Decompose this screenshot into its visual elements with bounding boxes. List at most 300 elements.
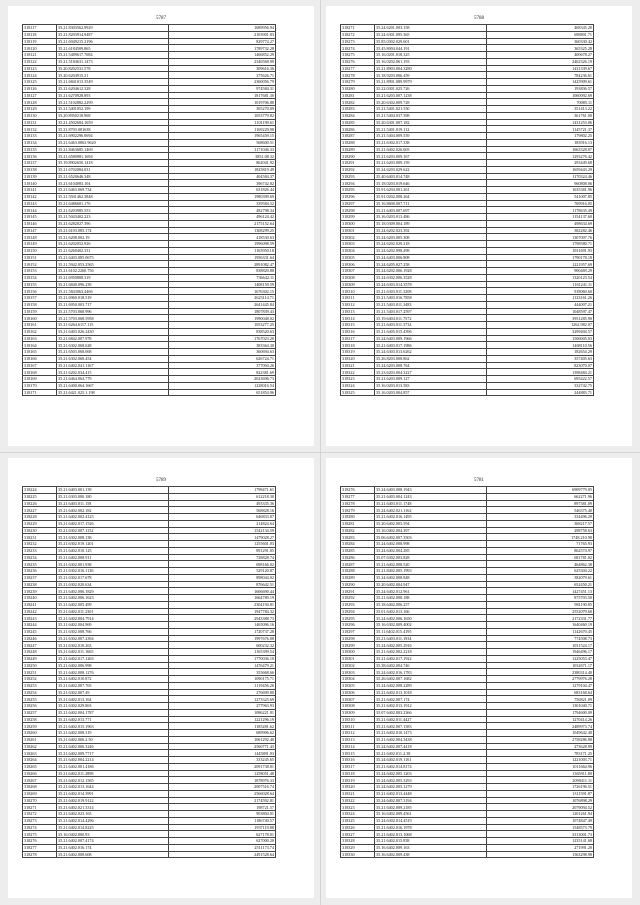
coordinate-cell: 35.21.6402.011.2.38 bbox=[375, 750, 487, 757]
value-cell: 3851.08.32 bbox=[169, 153, 276, 160]
value-cell: 862574.97 bbox=[487, 547, 594, 554]
value-cell: 360694.63 bbox=[169, 349, 276, 356]
value-cell: 2641445.84 bbox=[169, 301, 276, 308]
point-id-cell: 318315 bbox=[341, 750, 375, 757]
value-cell: 1311591.87 bbox=[487, 790, 594, 797]
point-id-cell: 318313 bbox=[341, 308, 375, 315]
table-row bbox=[23, 342, 276, 349]
value-cell: 875703.50 bbox=[487, 595, 594, 602]
coordinate-cell: 35.21.6203.009.167 bbox=[375, 153, 487, 160]
coordinate-cell: 35.21.5941462.3848 bbox=[57, 193, 169, 200]
coordinate-cell: 35.21.6402.013.164 bbox=[57, 696, 169, 703]
point-id-cell: 318145 bbox=[23, 214, 57, 221]
value-cell: 1980399.69 bbox=[169, 193, 276, 200]
value-cell: 293449.68 bbox=[487, 160, 594, 167]
point-id-cell: 318317 bbox=[341, 763, 375, 770]
table-row bbox=[23, 608, 276, 615]
value-cell: 1798580.71 bbox=[487, 241, 594, 248]
coordinate-cell: 35.21.6403.011.158 bbox=[57, 500, 169, 507]
value-cell: 1101199.61 bbox=[169, 119, 276, 126]
point-id-cell: 318273 bbox=[23, 817, 57, 824]
point-id-cell: 318297 bbox=[341, 628, 375, 635]
coordinate-cell: 35.20.8202531.578 bbox=[57, 65, 169, 72]
table-row bbox=[341, 193, 594, 200]
table-row bbox=[23, 106, 276, 113]
table-row bbox=[341, 770, 594, 777]
coordinate-cell: 35.21.6402.012.1565 bbox=[57, 777, 169, 784]
table-row bbox=[23, 682, 276, 689]
coordinate-cell: 35.21.6402.023.165 bbox=[57, 811, 169, 818]
document-page bbox=[8, 6, 314, 446]
table-row bbox=[341, 507, 594, 514]
coordinate-cell: 35.21.6580981.1694 bbox=[57, 153, 169, 160]
point-id-cell: 318121 bbox=[23, 52, 57, 59]
table-row bbox=[341, 689, 594, 696]
value-cell: 1123161.26 bbox=[487, 295, 594, 302]
value-cell: 1476479.21 bbox=[169, 662, 276, 669]
coordinate-cell: 35.19.8902650.1418 bbox=[57, 160, 169, 167]
coordinate-cell: 35.21.6403.004.1243 bbox=[375, 493, 487, 500]
value-cell: 541007.85 bbox=[487, 193, 594, 200]
point-id-cell: 318164 bbox=[23, 342, 57, 349]
document-page bbox=[326, 6, 632, 446]
table-row bbox=[23, 214, 276, 221]
value-cell: 333245.65 bbox=[169, 757, 276, 764]
value-cell: 862041.92 bbox=[169, 160, 276, 167]
table-row bbox=[23, 139, 276, 146]
value-cell: 1074847.49 bbox=[487, 817, 594, 824]
value-cell: 2943388.73 bbox=[169, 615, 276, 622]
table-row bbox=[23, 160, 276, 167]
value-cell: 652450.21 bbox=[487, 581, 594, 588]
value-cell: 625304.22 bbox=[487, 568, 594, 575]
table-row bbox=[341, 99, 594, 106]
coordinate-cell: 35.24.6303.013.6262 bbox=[375, 349, 487, 356]
coordinate-cell: 35.24.6402.021.1162 bbox=[375, 507, 487, 514]
value-cell: 1076898.29 bbox=[487, 797, 594, 804]
value-cell: 784236.61 bbox=[487, 72, 594, 79]
point-id-cell: 318282 bbox=[341, 527, 375, 534]
value-cell: 1506005.03 bbox=[487, 335, 594, 342]
table-row bbox=[23, 322, 276, 329]
table-row bbox=[341, 527, 594, 534]
point-id-cell: 318280 bbox=[341, 514, 375, 521]
value-cell: 1365911.80 bbox=[487, 770, 594, 777]
value-cell: 183916.13 bbox=[487, 139, 594, 146]
coordinate-cell: 35.24.6402.008.848 bbox=[375, 574, 487, 581]
table-row bbox=[341, 574, 594, 581]
value-cell: 1279104.47 bbox=[487, 682, 594, 689]
value-cell: 1794600.09 bbox=[487, 709, 594, 716]
point-id-cell: 318301 bbox=[341, 227, 375, 234]
point-id-cell: 318247 bbox=[23, 642, 57, 649]
point-id-cell: 318242 bbox=[23, 608, 57, 615]
point-id-cell: 318299 bbox=[341, 214, 375, 221]
point-id-cell: 318299 bbox=[341, 642, 375, 649]
coordinate-cell: 35.16.0402.000.93 bbox=[57, 831, 169, 838]
table-row bbox=[341, 112, 594, 119]
value-cell: 1145721.37 bbox=[487, 126, 594, 133]
coordinate-cell: 35.21.6402.041.1167 bbox=[57, 362, 169, 369]
point-id-cell: 318163 bbox=[23, 335, 57, 342]
coordinate-table bbox=[340, 486, 594, 858]
value-cell: 2779976.28 bbox=[487, 676, 594, 683]
value-cell: 277963.93 bbox=[169, 703, 276, 710]
point-id-cell: 318288 bbox=[341, 568, 375, 575]
point-id-cell: 318161 bbox=[23, 322, 57, 329]
coordinate-cell: 35.21.6402.002.182 bbox=[57, 507, 169, 514]
value-cell: 3299404.57 bbox=[487, 328, 594, 335]
point-id-cell: 318294 bbox=[341, 608, 375, 615]
value-cell: 2090411.11 bbox=[487, 777, 594, 784]
table-row bbox=[23, 241, 276, 248]
point-id-cell: 318272 bbox=[341, 31, 375, 38]
coordinate-cell: 35.21.6402.004.2214 bbox=[57, 757, 169, 764]
coordinate-cell: 35.01.6402.013.166 bbox=[375, 608, 487, 615]
point-id-cell: 318326 bbox=[341, 824, 375, 831]
value-cell: 546375.40 bbox=[487, 507, 594, 514]
point-id-cell: 318244 bbox=[23, 622, 57, 629]
coordinate-cell: 35.21.6403.011.1748 bbox=[375, 500, 487, 507]
value-cell: 1185281.62 bbox=[169, 723, 276, 730]
table-row bbox=[23, 308, 276, 315]
coordinate-cell: 35.21.8402.005.1993 bbox=[375, 568, 487, 575]
point-id-cell: 318314 bbox=[341, 743, 375, 750]
point-id-cell: 318137 bbox=[23, 160, 57, 167]
value-cell: 2552079.60 bbox=[487, 608, 594, 615]
point-id-cell: 318166 bbox=[23, 355, 57, 362]
table-row bbox=[23, 568, 276, 575]
point-id-cell: 318241 bbox=[23, 601, 57, 608]
coordinate-cell: 35.21.6403.011.1934 bbox=[375, 635, 487, 642]
point-id-cell: 318122 bbox=[23, 58, 57, 65]
coordinate-cell: 35.21.6402.011.2301 bbox=[57, 608, 169, 615]
point-id-cell: 318265 bbox=[23, 763, 57, 770]
point-id-cell: 318131 bbox=[23, 119, 57, 126]
table-row bbox=[341, 581, 594, 588]
value-cell: 2402326.19 bbox=[487, 58, 594, 65]
point-id-cell: 318314 bbox=[341, 315, 375, 322]
table-row bbox=[23, 362, 276, 369]
coordinate-cell: 35.21.6520646.348 bbox=[57, 173, 169, 180]
value-cell: 2079094.52 bbox=[487, 804, 594, 811]
value-cell: 627000.20 bbox=[169, 838, 276, 845]
coordinate-cell: 35.21.6203.009.159 bbox=[375, 160, 487, 167]
point-id-cell: 318322 bbox=[341, 797, 375, 804]
point-id-cell: 318224 bbox=[23, 487, 57, 494]
point-id-cell: 318319 bbox=[341, 349, 375, 356]
table-row bbox=[23, 507, 276, 514]
coordinate-cell: 35.24.6302.014.4519 bbox=[375, 817, 487, 824]
table-row bbox=[23, 220, 276, 227]
table-row bbox=[23, 355, 276, 362]
coordinate-cell: 35.21.6264.6117.115 bbox=[57, 322, 169, 329]
point-id-cell: 318267 bbox=[23, 777, 57, 784]
coordinate-cell: 35.21.6402.010.1473 bbox=[375, 730, 487, 737]
point-id-cell: 318234 bbox=[23, 554, 57, 561]
value-cell: 1053779.82 bbox=[169, 112, 276, 119]
table-row bbox=[23, 709, 276, 716]
value-cell: 1946496.17 bbox=[487, 649, 594, 656]
coordinate-cell: 35.21.6203.009.127 bbox=[375, 376, 487, 383]
table-row bbox=[23, 736, 276, 743]
value-cell: 1542134.59 bbox=[169, 527, 276, 534]
value-cell: 1293276.42 bbox=[487, 153, 594, 160]
coordinate-cell: 35.21.6402.017.1526 bbox=[57, 520, 169, 527]
point-id-cell: 318169 bbox=[23, 376, 57, 383]
value-cell: 357405.63 bbox=[487, 355, 594, 362]
value-cell: 627178.01 bbox=[169, 831, 276, 838]
coordinate-cell: 35.24.6402.005.2916 bbox=[375, 642, 487, 649]
table-row bbox=[341, 139, 594, 146]
table-row bbox=[341, 58, 594, 65]
coordinate-cell: 35.22.0301.025.726 bbox=[375, 85, 487, 92]
coordinate-cell: 35.21.6402.009.7717 bbox=[57, 750, 169, 757]
table-row bbox=[23, 574, 276, 581]
table-row bbox=[341, 214, 594, 221]
point-id-cell: 318287 bbox=[341, 133, 375, 140]
coordinate-cell: 35.16.0203.004.857 bbox=[375, 389, 487, 396]
table-row bbox=[341, 335, 594, 342]
point-id-cell: 318156 bbox=[23, 288, 57, 295]
table-row bbox=[341, 547, 594, 554]
document-page bbox=[326, 458, 632, 898]
coordinate-cell: 35.21.6402.015.1963 bbox=[57, 723, 169, 730]
value-cell: 1228016.54 bbox=[169, 382, 276, 389]
table-row bbox=[23, 723, 276, 730]
coordinate-cell: 35.21.6402.007.765 bbox=[57, 682, 169, 689]
table-row bbox=[23, 153, 276, 160]
point-id-cell: 318130 bbox=[23, 112, 57, 119]
horizontal-page-gap bbox=[0, 452, 640, 453]
point-id-cell: 318279 bbox=[341, 79, 375, 86]
point-id-cell: 318278 bbox=[341, 72, 375, 79]
value-cell: 1031691.93 bbox=[487, 247, 594, 254]
table-row bbox=[341, 315, 594, 322]
coordinate-cell: 35.19.6404.011.7572 bbox=[375, 315, 487, 322]
table-row bbox=[341, 180, 594, 187]
point-id-cell: 318138 bbox=[23, 166, 57, 173]
value-cell: 1825819.49 bbox=[169, 166, 276, 173]
table-row bbox=[341, 588, 594, 595]
table-row bbox=[23, 349, 276, 356]
point-id-cell: 318270 bbox=[23, 797, 57, 804]
value-cell: 1431339.67 bbox=[487, 65, 594, 72]
point-id-cell: 318289 bbox=[341, 146, 375, 153]
point-id-cell: 318287 bbox=[341, 561, 375, 568]
value-cell: 2566028.64 bbox=[169, 790, 276, 797]
table-row bbox=[341, 85, 594, 92]
point-id-cell: 318165 bbox=[23, 349, 57, 356]
coordinate-cell: 35.21.6402.016.174 bbox=[57, 844, 169, 851]
point-id-cell: 318305 bbox=[341, 682, 375, 689]
point-id-cell: 318117 bbox=[23, 25, 57, 32]
table-row bbox=[23, 811, 276, 818]
point-id-cell: 318170 bbox=[23, 382, 57, 389]
point-id-cell: 318250 bbox=[23, 662, 57, 669]
value-cell: 179802.25 bbox=[487, 133, 594, 140]
value-cell: 568600.51 bbox=[169, 139, 276, 146]
point-id-cell: 318293 bbox=[341, 173, 375, 180]
table-row bbox=[23, 547, 276, 554]
coordinate-cell: 35.21.6402.014.4296 bbox=[57, 817, 169, 824]
table-row bbox=[23, 500, 276, 507]
point-id-cell: 318300 bbox=[341, 220, 375, 227]
value-cell: 1748.210.98 bbox=[487, 534, 594, 541]
point-id-cell: 318292 bbox=[341, 166, 375, 173]
coordinate-cell: 35.21.6402.008.608 bbox=[57, 851, 169, 858]
value-cell: 1817681.30 bbox=[169, 92, 276, 99]
table-row bbox=[341, 382, 594, 389]
table-row bbox=[23, 824, 276, 831]
table-row bbox=[23, 207, 276, 214]
value-cell: 382079.61 bbox=[487, 574, 594, 581]
coordinate-cell: 35.21.6302.068.628 bbox=[57, 342, 169, 349]
coordinate-cell: 35.91.0202.008.264 bbox=[375, 193, 487, 200]
value-cell: 361761.00 bbox=[487, 112, 594, 119]
coordinate-cell: 35.21.6402.006.1623 bbox=[57, 595, 169, 602]
table-row bbox=[341, 797, 594, 804]
value-cell: 1479028.27 bbox=[169, 534, 276, 541]
coordinate-cell: 35.21.6302.008.766 bbox=[57, 628, 169, 635]
point-id-cell: 318290 bbox=[341, 581, 375, 588]
coordinate-cell: 35.21.6402.008.520 bbox=[375, 561, 487, 568]
table-row bbox=[23, 274, 276, 281]
table-row bbox=[23, 689, 276, 696]
table-row bbox=[341, 45, 594, 52]
table-row bbox=[23, 133, 276, 140]
point-id-cell: 318162 bbox=[23, 328, 57, 335]
point-id-cell: 318132 bbox=[23, 126, 57, 133]
point-id-cell: 318129 bbox=[23, 106, 57, 113]
table-row bbox=[341, 234, 594, 241]
value-cell: 2758286.88 bbox=[487, 736, 594, 743]
value-cell: 612218.30 bbox=[169, 493, 276, 500]
point-id-cell: 318286 bbox=[341, 554, 375, 561]
table-row bbox=[341, 355, 594, 362]
value-cell: 1789732.28 bbox=[169, 45, 276, 52]
value-cell: 1049642.40 bbox=[487, 730, 594, 737]
coordinate-cell: 35.24.6203.029.622 bbox=[375, 166, 487, 173]
value-cell: 2511173.74 bbox=[169, 844, 276, 851]
point-id-cell: 318119 bbox=[23, 38, 57, 45]
point-id-cell: 318312 bbox=[341, 730, 375, 737]
coordinate-cell: 35.21.8903.004.3280 bbox=[375, 65, 487, 72]
value-cell: 1468110.56 bbox=[487, 342, 594, 349]
value-cell: 298758.63 bbox=[487, 527, 594, 534]
table-row bbox=[23, 588, 276, 595]
coordinate-cell: 35.21.5403.017.2597 bbox=[375, 308, 487, 315]
table-row bbox=[341, 743, 594, 750]
coordinate-cell: 35.24.6202.006.1928 bbox=[375, 268, 487, 275]
value-cell: 774508.73 bbox=[487, 635, 594, 642]
point-id-cell: 318289 bbox=[341, 574, 375, 581]
value-cell: 305270.09 bbox=[169, 106, 276, 113]
coordinate-cell: 35.21.6402.010.125 bbox=[57, 547, 169, 554]
value-cell: 1032671.17 bbox=[487, 662, 594, 669]
table-row bbox=[23, 92, 276, 99]
coordinate-cell: 35.21.6302.017.678 bbox=[57, 574, 169, 581]
table-row bbox=[23, 541, 276, 548]
value-cell: 496124.42 bbox=[169, 214, 276, 221]
point-id-cell: 318136 bbox=[23, 153, 57, 160]
point-id-cell: 318146 bbox=[23, 220, 57, 227]
point-id-cell: 318323 bbox=[341, 376, 375, 383]
value-cell: 1273325.69 bbox=[169, 696, 276, 703]
value-cell: 662271.96 bbox=[487, 493, 594, 500]
value-cell: 1956331.64 bbox=[169, 254, 276, 261]
coordinate-cell: 35.24.6402.019.1161 bbox=[375, 757, 487, 764]
point-id-cell: 318276 bbox=[341, 58, 375, 65]
value-cell: 1221957.69 bbox=[487, 261, 594, 268]
value-cell: 375626.71 bbox=[169, 72, 276, 79]
coordinate-cell: 35.21.6202.034.415 bbox=[57, 369, 169, 376]
value-cell: 351413.22 bbox=[487, 106, 594, 113]
value-cell: 1465096.16 bbox=[169, 622, 276, 629]
coordinate-cell: 35.91.6204.001.261 bbox=[375, 187, 487, 194]
value-cell: 1563298.98 bbox=[487, 851, 594, 858]
point-id-cell: 318154 bbox=[23, 274, 57, 281]
value-cell: 498634.69 bbox=[487, 220, 594, 227]
table-row bbox=[23, 99, 276, 106]
value-cell: 400678.27 bbox=[487, 52, 594, 59]
coordinate-cell: 35.21.6402.004.3438 bbox=[375, 736, 487, 743]
value-cell: 1178635.49 bbox=[487, 207, 594, 214]
coordinate-cell: 35.21.6402.016.1495 bbox=[375, 514, 487, 521]
point-id-cell: 318153 bbox=[23, 268, 57, 275]
page-number: 5787 bbox=[156, 16, 166, 21]
coordinate-cell: 35.21.5401.021.550 bbox=[375, 106, 487, 113]
coordinate-cell: 35.21.6402.017.1263 bbox=[57, 655, 169, 662]
point-id-cell: 318295 bbox=[341, 187, 375, 194]
value-cell: 960808.06 bbox=[487, 180, 594, 187]
table-row bbox=[341, 220, 594, 227]
table-row bbox=[23, 376, 276, 383]
value-cell: 339584.52 bbox=[169, 200, 276, 207]
value-cell: 529120.87 bbox=[169, 568, 276, 575]
table-row bbox=[23, 254, 276, 261]
value-cell: 1676302.15 bbox=[169, 288, 276, 295]
value-cell: 334496.29 bbox=[487, 514, 594, 521]
value-cell: 444007.21 bbox=[487, 301, 594, 308]
coordinate-cell: 35.21.5404.009.539 bbox=[375, 133, 487, 140]
point-id-cell: 318259 bbox=[23, 723, 57, 730]
table-row bbox=[23, 743, 276, 750]
table-row bbox=[23, 534, 276, 541]
table-row bbox=[23, 635, 276, 642]
table-row bbox=[23, 187, 276, 194]
point-id-cell: 318168 bbox=[23, 369, 57, 376]
value-cell: 1301040.71 bbox=[487, 703, 594, 710]
coordinate-cell: 35.21.6302.007.49 bbox=[57, 689, 169, 696]
coordinate-cell: 35.21.6403.085.0675 bbox=[57, 254, 169, 261]
value-cell: 493335.36 bbox=[169, 500, 276, 507]
value-cell: 898044.02 bbox=[169, 574, 276, 581]
table-row bbox=[23, 520, 276, 527]
table-row bbox=[341, 622, 594, 629]
table-row bbox=[23, 382, 276, 389]
coordinate-cell: 35.21.6203985.553 bbox=[57, 207, 169, 214]
coordinate-cell: 35.21.6464.064.779 bbox=[57, 376, 169, 383]
point-id-cell: 318296 bbox=[341, 193, 375, 200]
table-row bbox=[23, 757, 276, 764]
value-cell: 1947784.32 bbox=[169, 608, 276, 615]
point-id-cell: 318262 bbox=[23, 743, 57, 750]
point-id-cell: 318274 bbox=[341, 45, 375, 52]
value-cell: 2023696.73 bbox=[169, 376, 276, 383]
table-row bbox=[23, 750, 276, 757]
point-id-cell: 318171 bbox=[23, 389, 57, 396]
